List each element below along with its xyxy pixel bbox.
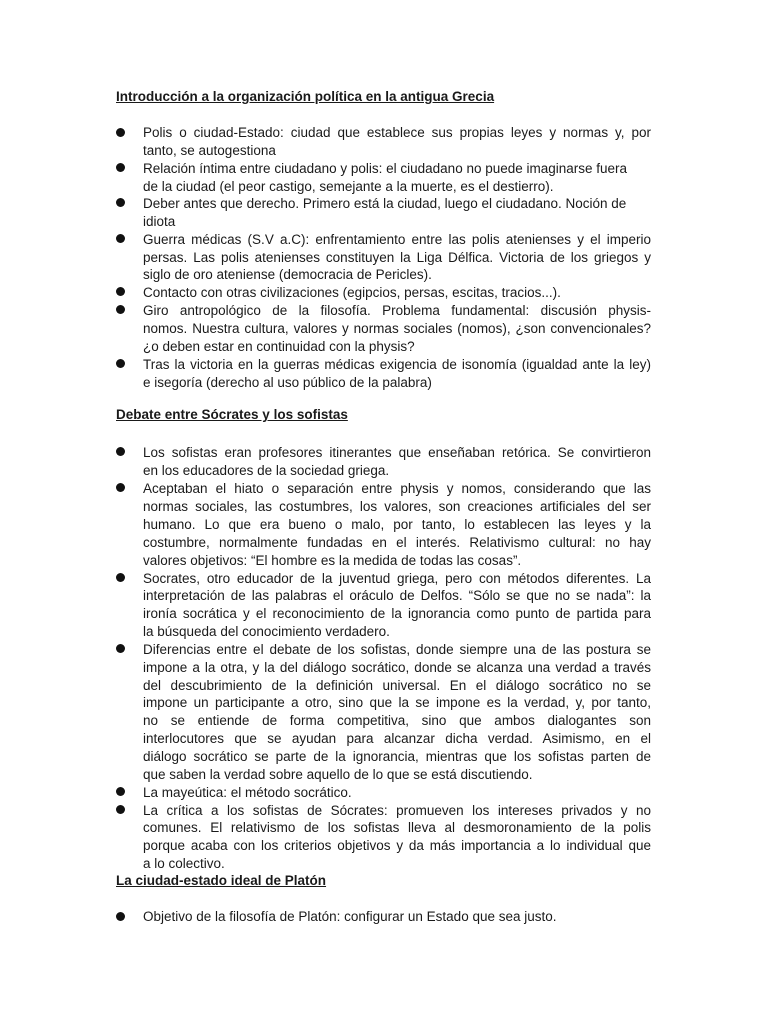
- text-line: no se entiende de forma competitiva, sino que ambos dialogantes son: [143, 713, 651, 728]
- text-line: La mayeútica: el método socrático.: [143, 785, 352, 800]
- text-line: normas sociales, las costumbres, los valores, son creaciones artificiales del ser: [143, 499, 651, 514]
- text-line: Contacto con otras civilizaciones (egipcios, persas, escitas, tracios...).: [143, 285, 561, 300]
- text-line: interpretación de las palabras el oráculo de Delfos. “Sólo se que no se nada”: la: [143, 588, 651, 603]
- text-line: humano. Lo que era bueno o malo, por tanto, lo establecen las leyes y la: [143, 517, 651, 532]
- bullet-icon: [116, 573, 125, 582]
- bullet-icon: [116, 912, 125, 921]
- text-line: Diferencias entre el debate de los sofistas, donde siempre una de las postura se: [143, 642, 651, 657]
- text-line: Aceptaban el hiato o separación entre physis y nomos, considerando que las: [143, 481, 651, 496]
- bullet-icon: [116, 447, 125, 456]
- text-line: impone un participante a otro, sino que la se impone es la verdad, y, por tanto,: [143, 695, 651, 710]
- section-heading: La ciudad-estado ideal de Platón: [116, 873, 327, 888]
- text-line: Guerra médicas (S.V a.C): enfrentamiento entre las polis atenienses y el imperio: [143, 232, 651, 247]
- text-line: interlocutores que se ayudan para alcanzar dicha verdad. Asimismo, en el: [143, 731, 651, 746]
- bullet-icon: [116, 644, 125, 653]
- text-line: Giro antropológico de la filosofía. Problema fundamental: discusión physis-: [143, 303, 651, 318]
- text-line: Polis o ciudad-Estado: ciudad que establece sus propias leyes y normas y, por: [143, 125, 651, 140]
- text-line: Objetivo de la filosofía de Platón: configurar un Estado que sea justo.: [143, 909, 557, 924]
- text-line: ironía socrática y el reconocimiento de la ignorancia como punto de partida para: [143, 606, 651, 621]
- text-line: diálogo socrático se parte de la ignorancia, mientras que los sofistas parten de: [143, 749, 651, 764]
- text-line: costumbre, normalmente fundadas en el interés. Relativismo cultural: no hay: [143, 535, 651, 550]
- text-line: la búsqueda del conocimiento verdadero.: [143, 624, 390, 639]
- text-line: que saben la verdad sobre aquello de lo que se está discutiendo.: [143, 767, 533, 782]
- text-line: del descubrimiento de la definición universal. En el diálogo socrático no se: [143, 678, 651, 693]
- bullet-icon: [116, 805, 125, 814]
- bullet-icon: [116, 163, 125, 172]
- text-line: persas. Las polis atenienses constituyen la Liga Délfica. Victoria de los griegos y: [143, 250, 651, 265]
- text-line: idiota: [143, 214, 176, 229]
- text-line: ¿o deben estar en continuidad con la physis?: [143, 339, 415, 354]
- text-line: de la ciudad (el peor castigo, semejante a la muerte, es el destierro).: [143, 179, 554, 194]
- section-heading: Introducción a la organización política en la antigua Grecia: [116, 89, 495, 104]
- text-line: en los educadores de la sociedad griega.: [143, 463, 390, 478]
- text-line: Relación íntima entre ciudadano y polis: el ciudadano no puede imaginarse fuera: [143, 161, 628, 176]
- text-line: porque acaba con los criterios objetivos y da más importancia a lo individual que: [143, 838, 651, 853]
- text-line: nomos. Nuestra cultura, valores y normas sociales (nomos), ¿son convencionales?: [143, 321, 651, 336]
- text-line: tanto, se autogestiona: [143, 143, 276, 158]
- bullet-icon: [116, 483, 125, 492]
- bullet-icon: [116, 287, 125, 296]
- bullet-icon: [116, 787, 125, 796]
- text-line: e isegoría (derecho al uso público de la palabra): [143, 375, 432, 390]
- text-line: Los sofistas eran profesores itinerantes que enseñaban retórica. Se convirtieron: [143, 445, 651, 460]
- section-heading: Debate entre Sócrates y los sofistas: [116, 407, 348, 422]
- bullet-icon: [116, 198, 125, 207]
- bullet-icon: [116, 128, 125, 137]
- text-line: valores objetivos: “El hombre es la medida de todas las cosas”.: [143, 553, 522, 568]
- text-line: impone a la otra, y la del diálogo socrático, donde se alcanza una verdad a través: [143, 660, 651, 675]
- bullet-icon: [116, 359, 125, 368]
- text-line: Socrates, otro educador de la juventud griega, pero con métodos diferentes. La: [143, 571, 651, 586]
- text-line: Tras la victoria en la guerras médicas exigencia de isonomía (igualdad ante la ley): [143, 357, 651, 372]
- bullet-icon: [116, 234, 125, 243]
- bullet-icon: [116, 305, 125, 314]
- text-line: a lo colectivo.: [143, 856, 225, 871]
- text-line: siglo de oro ateniense (democracia de Pericles).: [143, 267, 432, 282]
- text-line: Deber antes que derecho. Primero está la ciudad, luego el ciudadano. Noción de: [143, 196, 627, 211]
- text-line: La crítica a los sofistas de Sócrates: promueven los intereses privados y no: [143, 803, 651, 818]
- text-line: comunes. El relativismo de los sofistas lleva al desmoronamiento de la polis: [143, 820, 651, 835]
